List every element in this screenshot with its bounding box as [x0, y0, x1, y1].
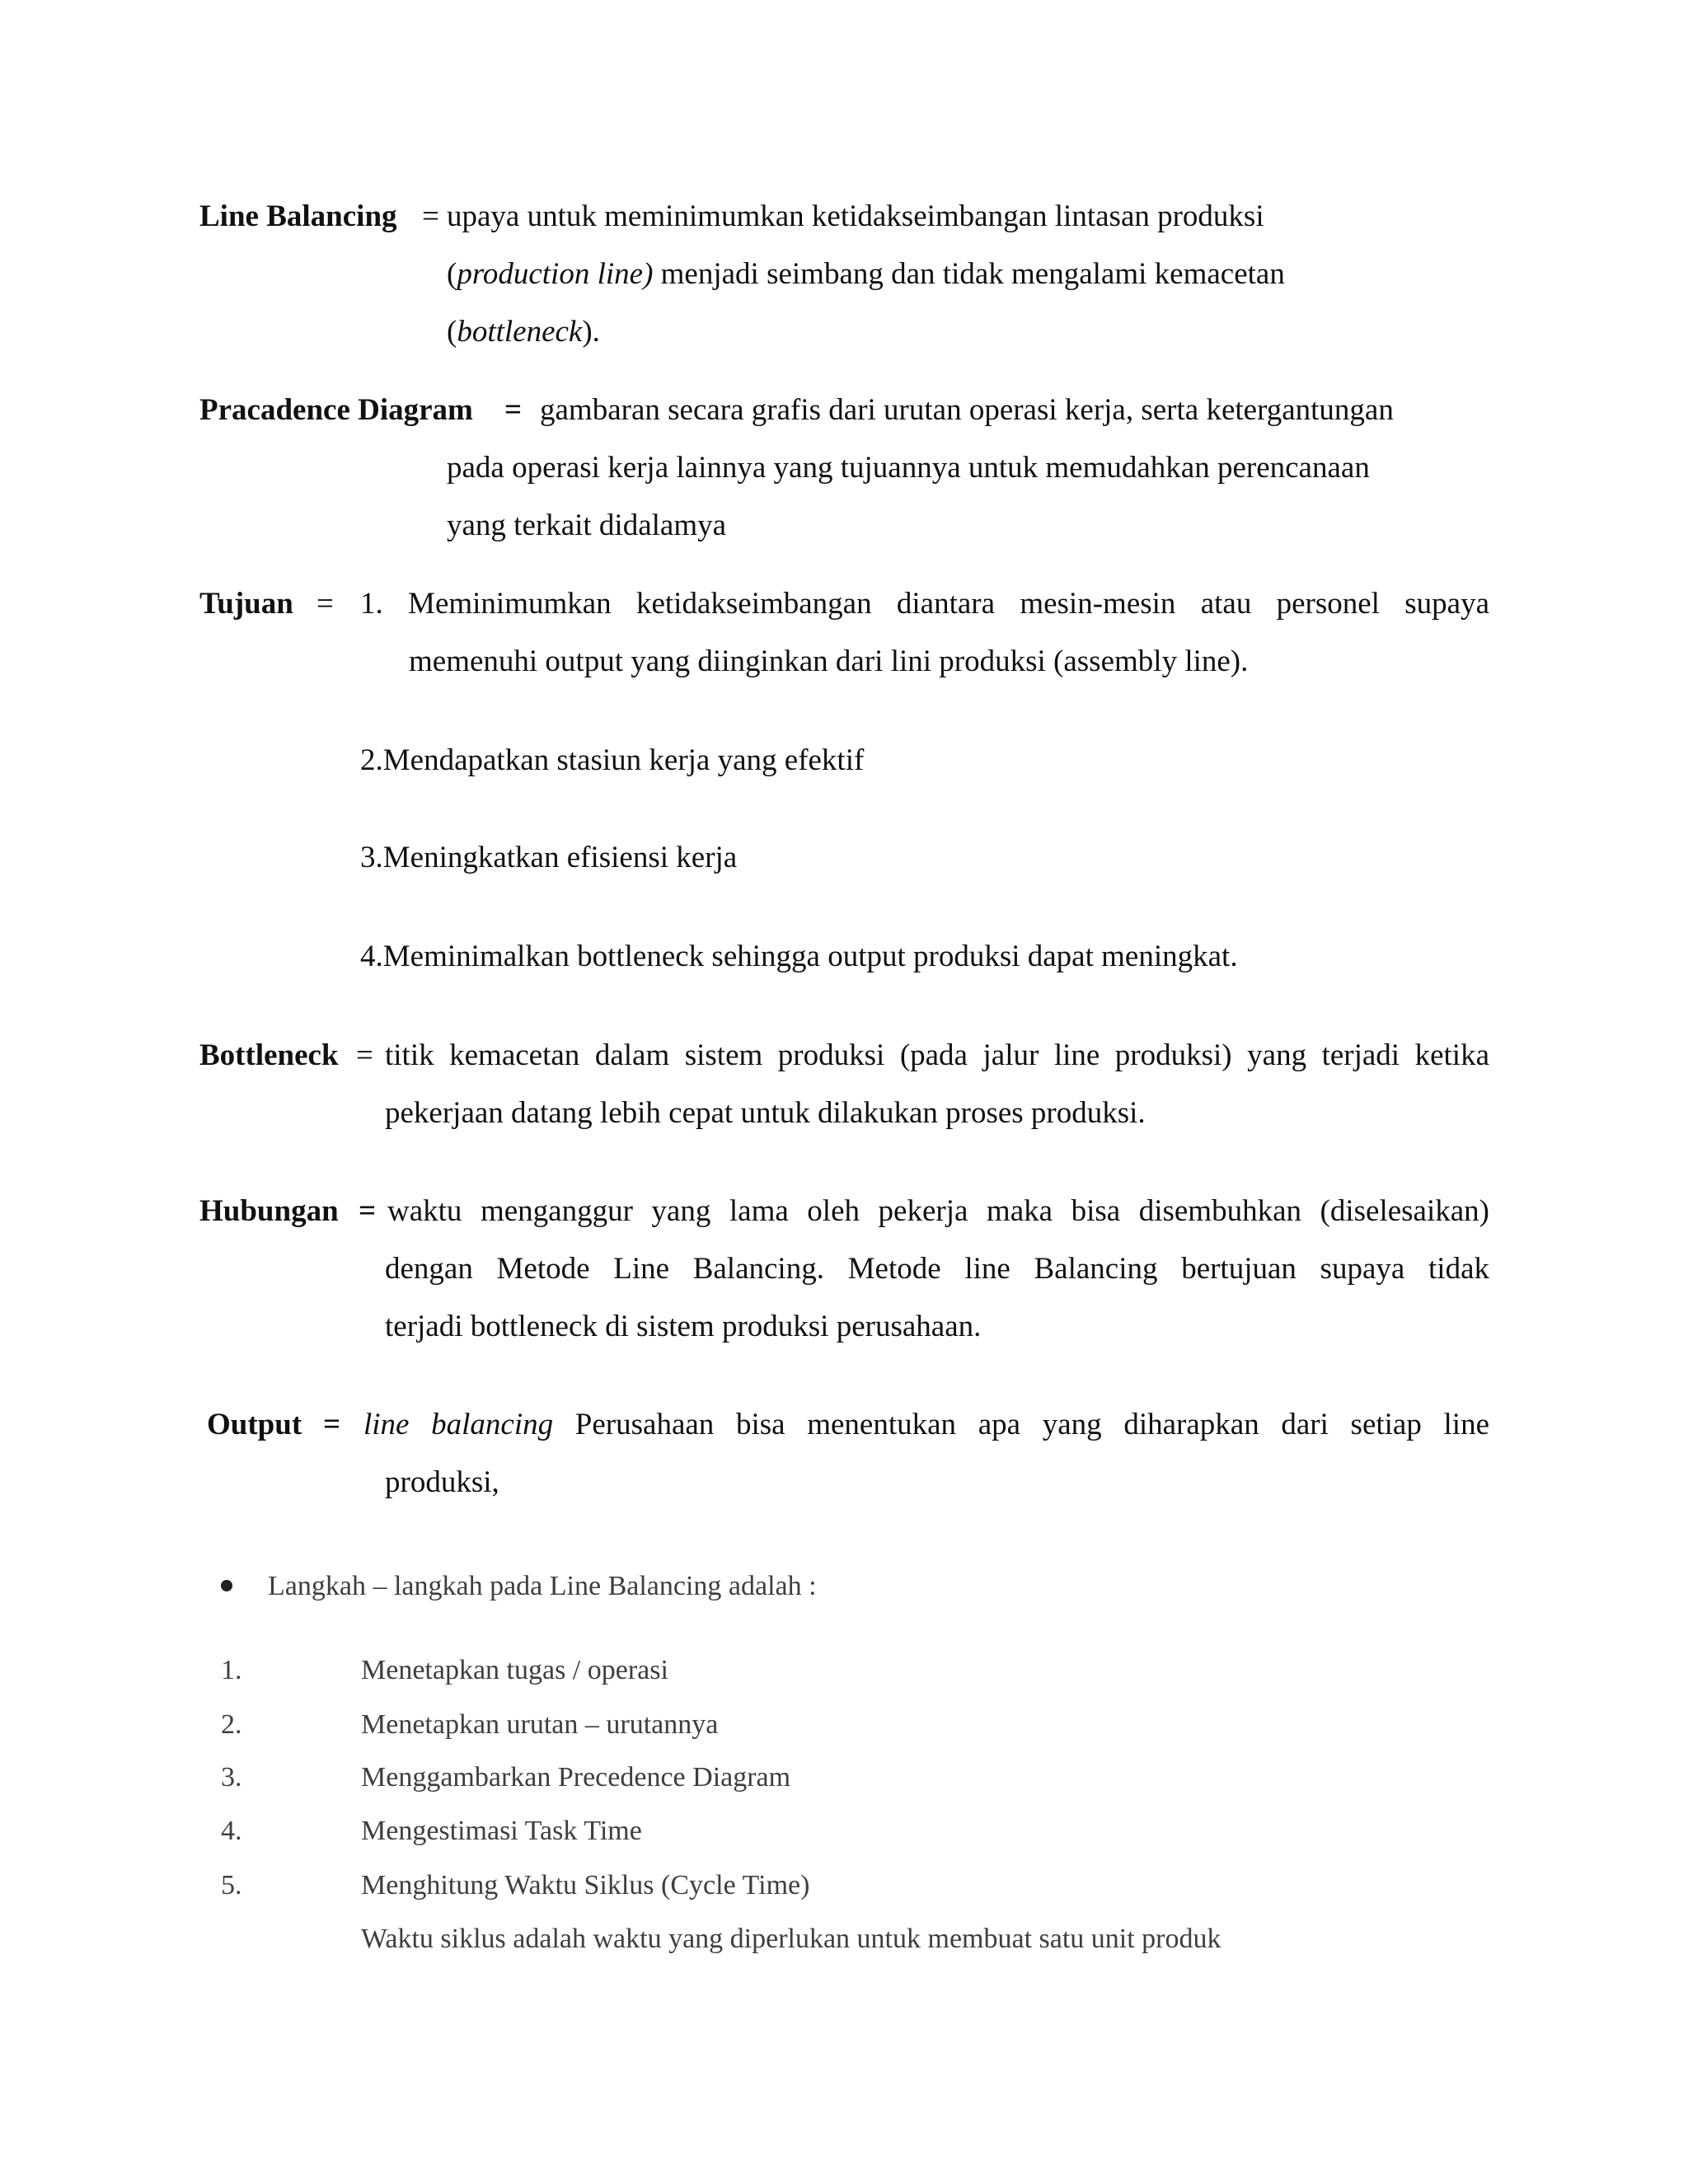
- term-bottleneck: Bottleneck: [199, 1038, 339, 1072]
- step-number: 4.: [221, 1816, 242, 1846]
- step-note: Waktu siklus adalah waktu yang diperlukan untuk membuat satu unit produk: [361, 1924, 1221, 1954]
- step-text: Menetapkan tugas / operasi: [361, 1655, 668, 1685]
- equals-sign: =: [323, 1408, 341, 1441]
- definition-text: (production line) menjadi seimbang dan tidak mengalami kemacetan: [447, 257, 1285, 291]
- term-line-balancing: Line Balancing: [199, 199, 397, 233]
- definition-text: titik kemacetan dalam sistem produksi (pada jalur line produksi) yang terjadi ketika: [385, 1038, 1489, 1072]
- equals-sign: =: [356, 1038, 373, 1072]
- equals-sign: =: [422, 199, 439, 233]
- definition-text: pada operasi kerja lainnya yang tujuannya untuk memudahkan perencanaan: [447, 451, 1370, 485]
- definition-text: terjadi bottleneck di sistem produksi perusahaan.: [385, 1310, 982, 1343]
- step-number: 3.: [221, 1762, 242, 1793]
- definition-text: produksi,: [385, 1465, 499, 1499]
- term-output: Output: [207, 1408, 302, 1441]
- definition-text: gambaran secara grafis dari urutan operasi kerja, serta ketergantungan: [540, 393, 1394, 427]
- list-item: 2.Mendapatkan stasiun kerja yang efektif: [360, 743, 865, 777]
- step-text: Menetapkan urutan – urutannya: [361, 1709, 719, 1740]
- step-number: 1.: [221, 1655, 242, 1685]
- list-item: 3.Meningkatkan efisiensi kerja: [360, 841, 738, 874]
- step-number: 5.: [221, 1870, 242, 1900]
- definition-text: dengan Metode Line Balancing. Metode line Balancing bertujuan supaya tidak: [385, 1252, 1489, 1286]
- definition-text: upaya untuk meminimumkan ketidakseimbangan lintasan produksi: [447, 199, 1264, 233]
- term-precedence-diagram: Pracadence Diagram: [199, 393, 473, 427]
- definition-text: pekerjaan datang lebih cepat untuk dilakukan proses produksi.: [385, 1096, 1146, 1130]
- steps-heading: Langkah – langkah pada Line Balancing adalah :: [268, 1571, 817, 1601]
- equals-sign: =: [504, 393, 523, 427]
- definition-text: (bottleneck).: [447, 315, 600, 349]
- definition-text: waktu menganggur yang lama oleh pekerja maka bisa disembuhkan (diselesaikan): [387, 1194, 1489, 1228]
- list-item: 1. Meminimumkan ketidakseimbangan diantara mesin-mesin atau personel supaya: [360, 587, 1489, 621]
- step-text: Menggambarkan Precedence Diagram: [361, 1762, 791, 1793]
- term-tujuan: Tujuan: [199, 587, 293, 621]
- steps-image-section: [206, 1562, 1426, 1974]
- list-item: 4.Meminimalkan bottleneck sehingga output produksi dapat meningkat.: [360, 940, 1238, 973]
- equals-sign: =: [316, 587, 334, 621]
- term-hubungan: Hubungan: [199, 1194, 339, 1228]
- list-item-continuation: memenuhi output yang diinginkan dari lini produksi (assembly line).: [409, 644, 1249, 678]
- bullet-icon: [221, 1580, 232, 1591]
- equals-sign: =: [359, 1194, 377, 1228]
- step-number: 2.: [221, 1709, 242, 1740]
- definition-text: line balancing Perusahaan bisa menentukan apa yang diharapkan dari setiap line: [363, 1408, 1490, 1441]
- definition-text: yang terkait didalamya: [447, 509, 727, 542]
- step-text: Mengestimasi Task Time: [361, 1816, 642, 1846]
- step-text: Menghitung Waktu Siklus (Cycle Time): [361, 1870, 810, 1900]
